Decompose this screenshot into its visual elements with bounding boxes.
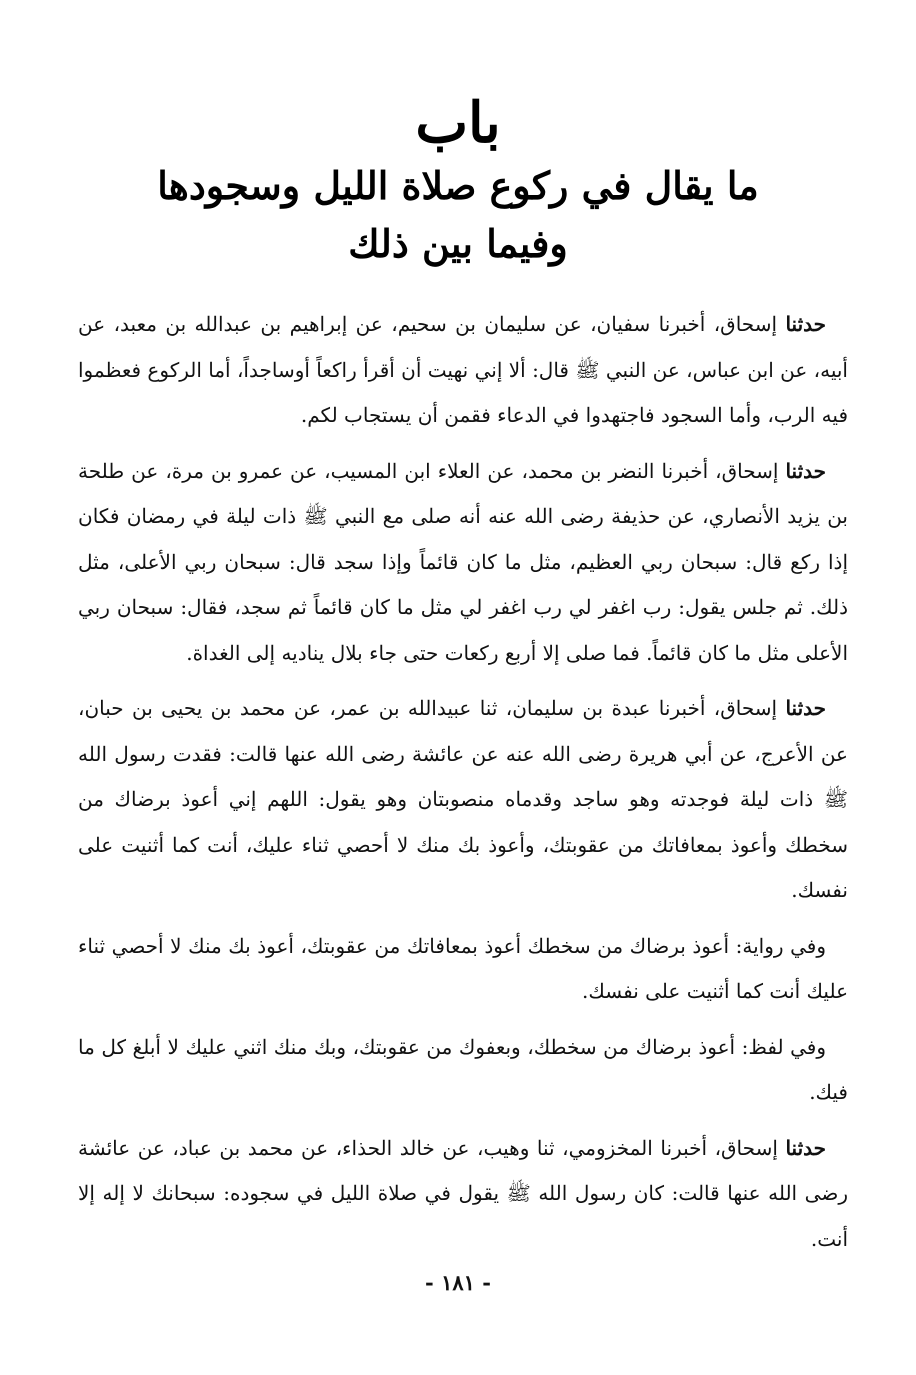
paragraph-lead: حدثنا [785,1135,826,1160]
riwaya-paragraph [78,924,848,1015]
paragraph-text: إسحاق، أخبرنا عبدة بن سليمان، ثنا عبيدالله بن عمر، عن محمد بن يحيى بن حبان، عن الأعرج، عن أبي هريرة رضى الله عنه عن عائشة رضى الله عنها قالت: فقدت رسول الله ﷺ ذات ليلة فوجدته وهو ساجد وقدماه منصوبتان وهو يقول: اللهم إني أعوذ برضاك من سخطك وأعوذ بمعافاتك من عقوبتك، وأعوذ بك منك لا أحصي ثناء عليك، أنت كما أثنيت على نفسك. [78,696,848,902]
paragraph-text: إسحاق، أخبرنا المخزومي، ثنا وهيب، عن خالد الحذاء، عن محمد بن عباد، عن عائشة رضى الله عنها قالت: كان رسول الله ﷺ يقول في صلاة الليل في سجوده: سبحانك لا إله إلا أنت. [78,1135,848,1251]
paragraph-text: إسحاق، أخبرنا النضر بن محمد، عن العلاء ابن المسيب، عن عمرو بن مرة، عن طلحة بن يزيد الأنصاري، عن حذيفة رضى الله عنه أنه صلى مع النبي ﷺ ذات ليلة في رمضان فكان إذا ركع قال: سبحان ربي العظيم، مثل ما كان قائماً وإذا سجد قال: سبحان ربي الأعلى، مثل ذلك. ثم جلس يقول: رب اغفر لي رب اغفر لي مثل ما كان قائماً ثم سجد، فقال: سبحان ربي الأعلى مثل ما كان قائماً. فما صلى إلا أربع ركعات حتى جاء بلال يناديه إلى الغداة. [78,458,849,665]
chapter-heading: باب [415,90,501,156]
hadith-paragraph-4 [78,1126,848,1263]
page-number: - ١٨١ - [425,1270,491,1295]
hadith-paragraph-3 [78,686,848,914]
paragraph-lead: حدثنا [785,458,826,483]
chapter-title-line-1: ما يقال في ركوع صلاة الليل وسجودها [157,163,759,208]
paragraph-text: وفي رواية: أعوذ برضاك من سخطك أعوذ بمعافاتك من عقوبتك، أعوذ بك منك لا أحصي ثناء عليك أنت كما أثنيت على نفسك. [78,933,848,1003]
body-text [78,302,848,1272]
hadith-paragraph-2 [78,449,848,677]
lafz-paragraph [78,1025,848,1116]
chapter-title-line-2: وفيما بين ذلك [348,221,568,266]
paragraph-text: إسحاق، أخبرنا سفيان، عن سليمان بن سحيم، عن إبراهيم بن عبدالله بن معبد، عن أبيه، عن ابن عباس، عن النبي ﷺ قال: ألا إني نهيت أن أقرأ راكعاً أوساجداً، أما الركوع فعظموا فيه الرب، وأما السجود فاجتهدوا في الدعاء فقمن أن يستجاب لكم. [78,312,848,427]
hadith-paragraph-1 [78,302,848,439]
paragraph-lead: حدثنا [785,312,826,336]
paragraph-lead: حدثنا [785,696,826,720]
paragraph-text: وفي لفظ: أعوذ برضاك من سخطك، وبعفوك من عقوبتك، وبك منك اثني عليك لا أبلغ كل ما فيك. [78,1034,848,1104]
